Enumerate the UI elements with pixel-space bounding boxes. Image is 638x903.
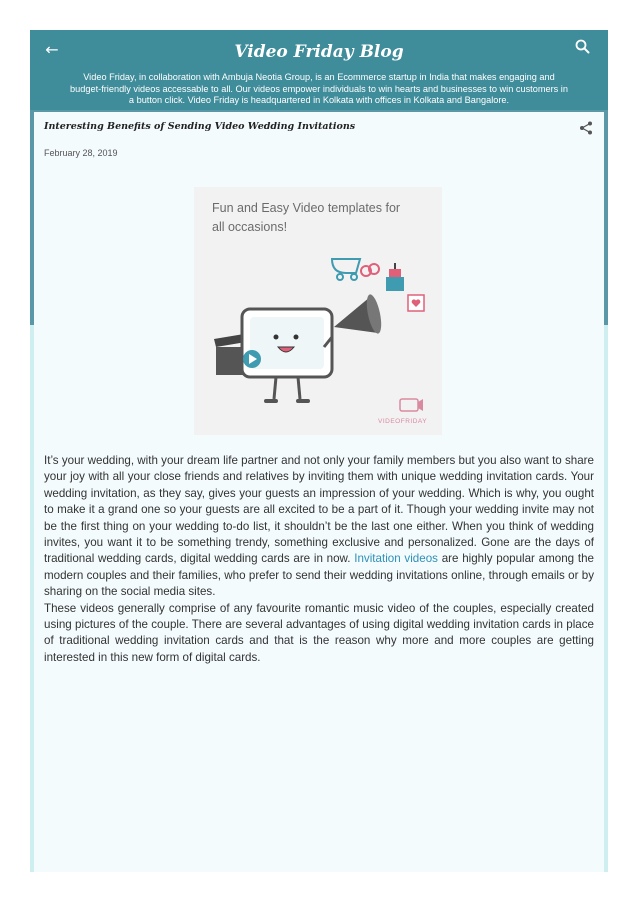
video-mascot-illustration	[194, 187, 442, 435]
invitation-videos-link[interactable]: Invitation videos	[354, 552, 438, 566]
post-image	[194, 187, 442, 435]
post-card	[34, 112, 604, 872]
post-paragraph: These videos generally comprise of any favourite romantic music video of the couples, especially created using pictures of the couple. There are several advantages of using digital wedding invitation cards in place of traditional wedding invitation cards and that is the reason why more and more couples are getting interested in this new form of digital cards.	[44, 601, 594, 664]
post-body	[44, 453, 594, 666]
cake-icon	[386, 263, 404, 291]
arrow-back-icon: ←	[45, 40, 59, 59]
videofriday-logo-icon	[400, 399, 423, 411]
blog-header	[30, 30, 608, 110]
calendar-heart-icon	[408, 295, 424, 311]
rings-icon	[361, 264, 379, 276]
paragraph-text: It’s your wedding, with your dream life partner and not only your family members but you also want to share your joy with all your close friends and relatives by inviting them with unique wedding invitation cards. Your wedding invitation, as they say, gives your guests an impression of your wedding. Which is why, you ought to make it a grand one so your guests are all excited to be a part of it. Though your wedding invite may not be the first thing on your wedding to-do list, it shouldn’t be the last one either. When you think of wedding invites, you want it to be something trendy, something exclusive and personalized. Gone are the days of traditional wedding cards, digital wedding cards are in now.	[44, 454, 594, 566]
post-paragraph	[44, 453, 594, 601]
pram-icon	[332, 259, 360, 280]
post-title[interactable]: Interesting Benefits of Sending Video Wedding Invitations	[44, 121, 356, 132]
blog-title[interactable]: Video Friday Blog	[234, 42, 404, 62]
image-brand-text: VIDEOFRIDAY	[378, 418, 428, 425]
search-icon[interactable]	[572, 36, 594, 58]
blog-description: Video Friday, in collaboration with Ambuja Neotia Group, is an Ecommerce startup in India that makes engaging and budget-friendly videos accessable to all. Our videos empower individuals to win hearts and businesses to win customers in a button click. Video Friday is headquartered in Kolkata with offices in Kolkata and Bangalore.	[70, 72, 568, 105]
share-icon[interactable]	[578, 120, 594, 136]
blog-frame	[30, 30, 608, 872]
post-date: February 28, 2019	[44, 148, 118, 158]
paragraph-text: are highly popular among the modern couples and their families, who prefer to send their wedding invitations online, through emails or by sharing on the social media sites.	[44, 552, 594, 599]
image-headline: Fun and Easy Video templates for all occasions!	[212, 201, 401, 234]
